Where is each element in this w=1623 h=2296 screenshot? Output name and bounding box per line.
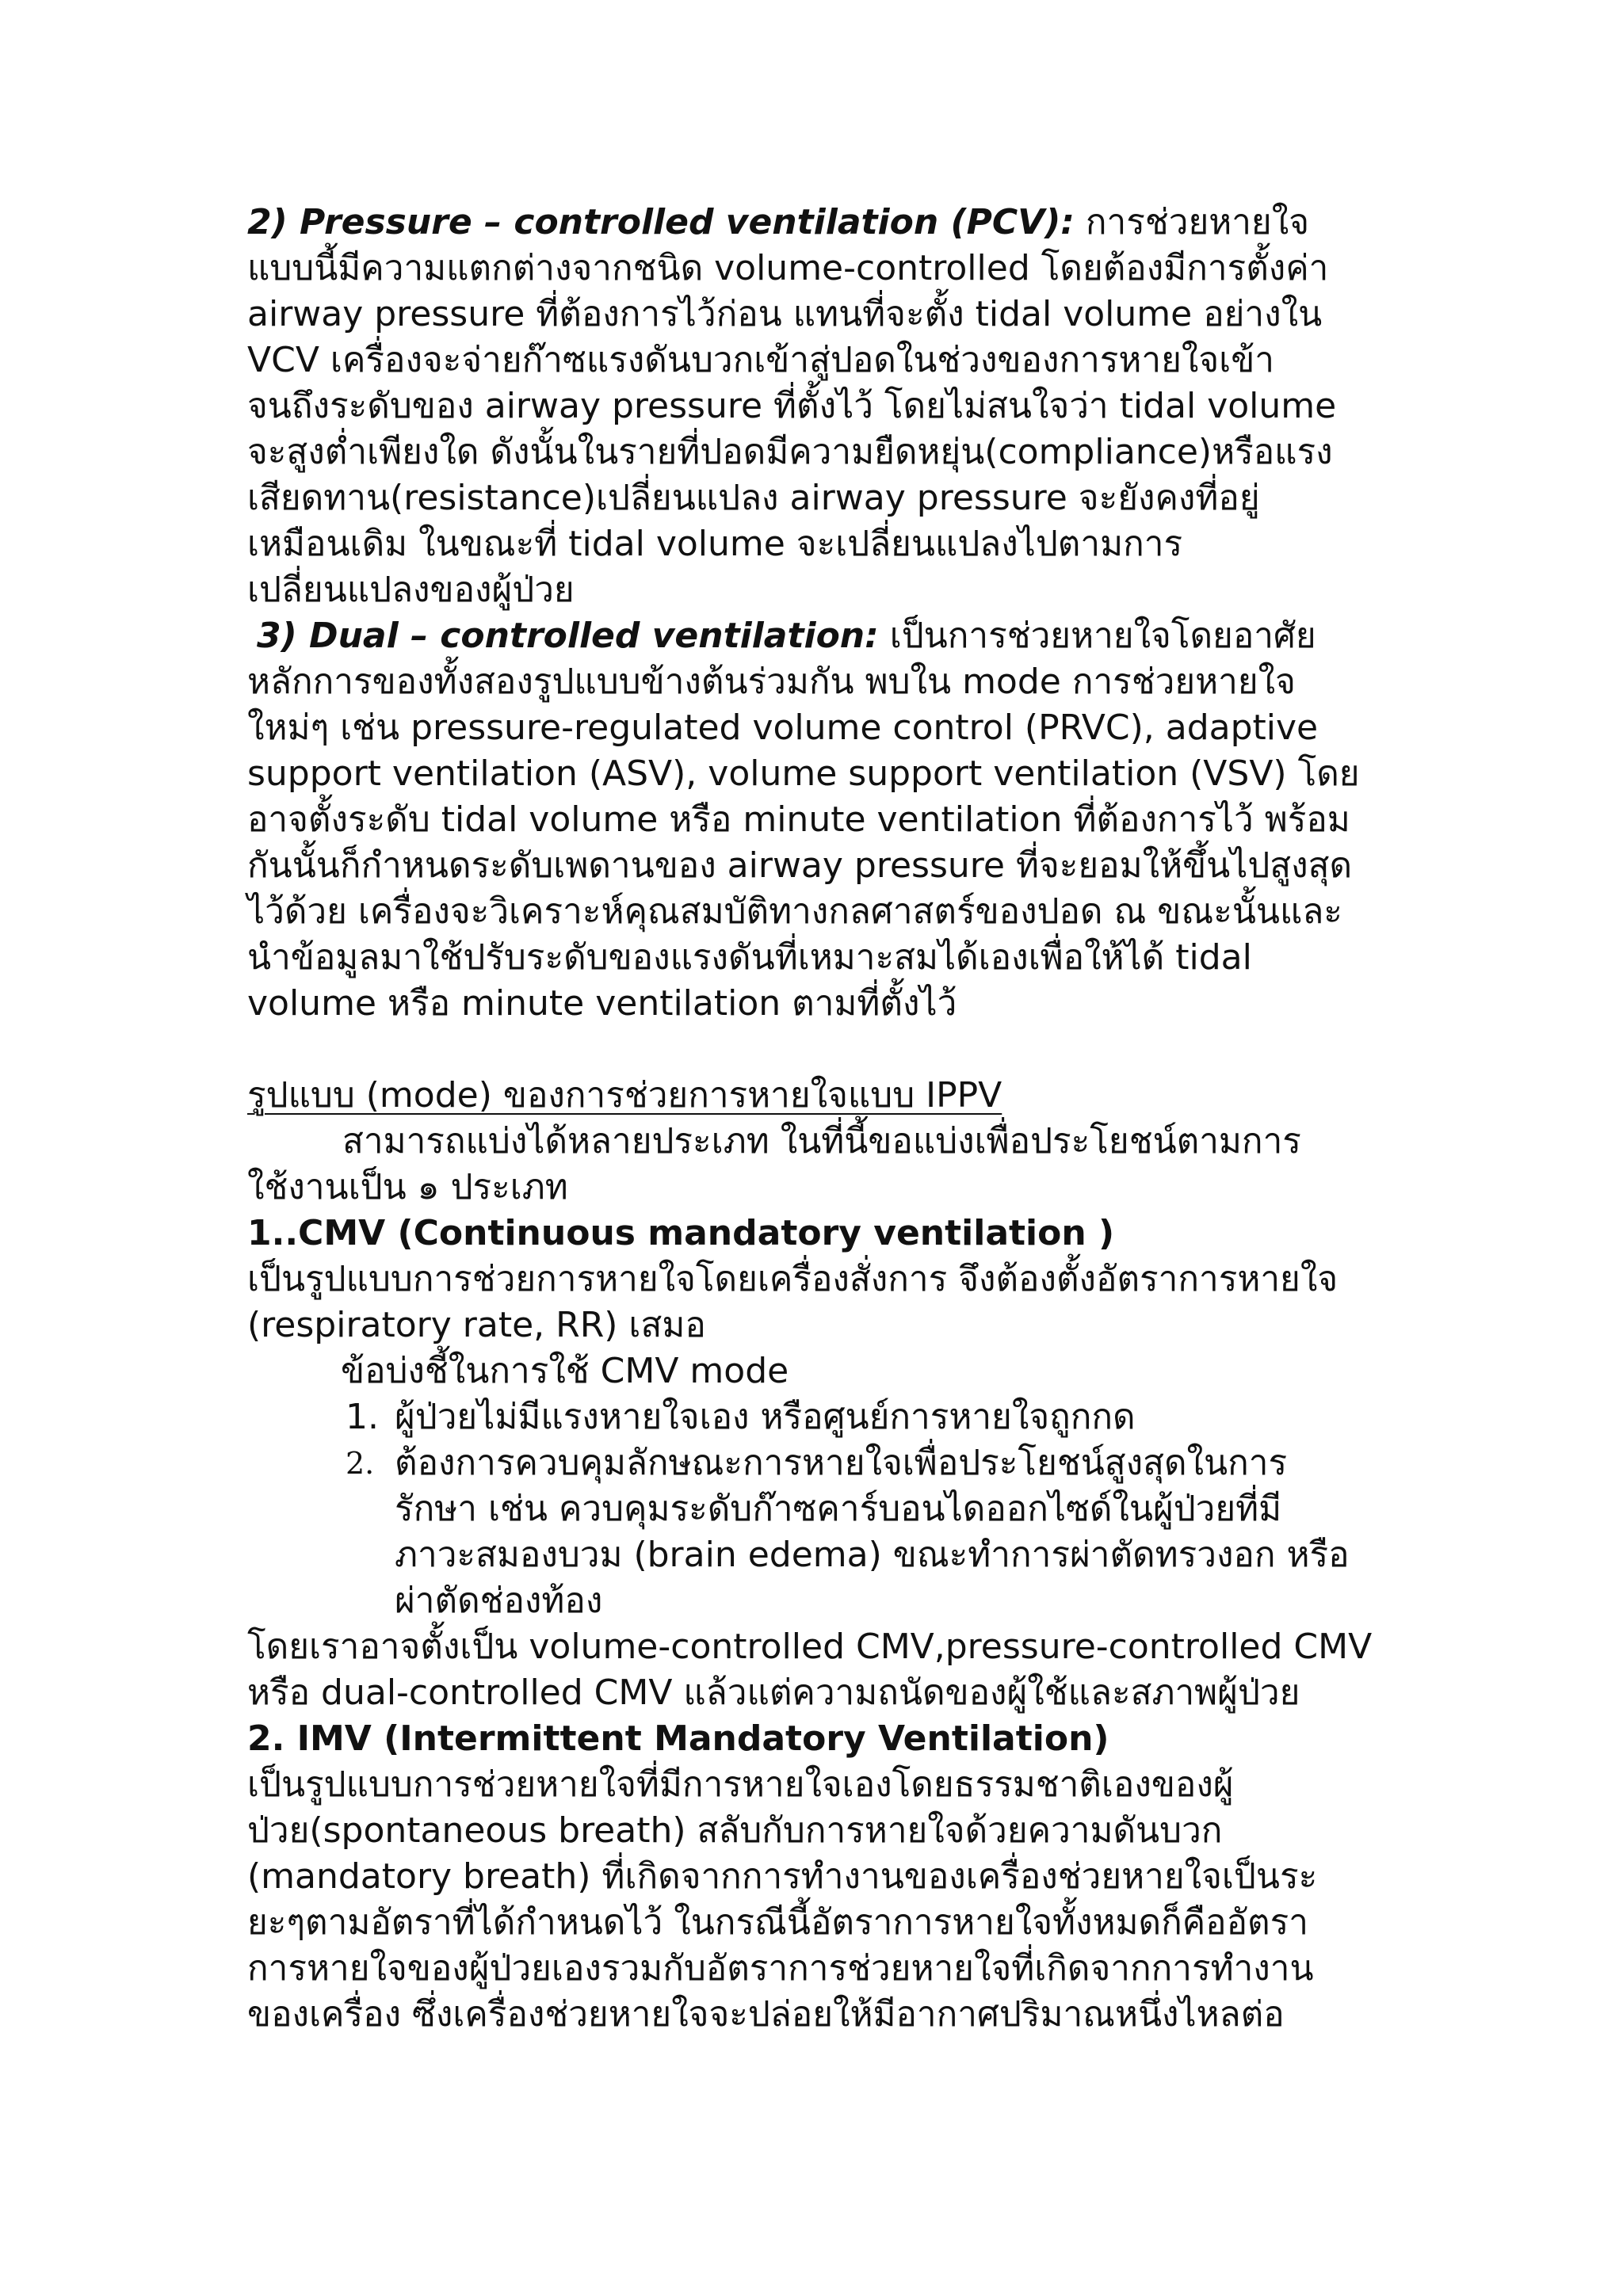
- dual-heading: 3) Dual – controlled ventilation:: [257, 616, 879, 656]
- pcv-heading: 2) Pressure – controlled ventilation (PCV):: [247, 202, 1075, 242]
- pcv-line: airway pressure ที่ต้องการไว้ก่อน แทนที่จะตั้ง tidal volume อย่างใน: [247, 294, 1323, 334]
- pcv-line: เปลี่ยนแปลงของผู้ป่วย: [247, 570, 575, 610]
- dual-line: อาจตั้งระดับ tidal volume หรือ minute ventilation ที่ต้องการไว้ พร้อม: [247, 799, 1350, 840]
- modes-heading: รูปแบบ (mode) ของการช่วยการหายใจแบบ IPPV: [247, 1075, 1002, 1116]
- list-item-text: ผ่าตัดช่องท้อง: [395, 1581, 603, 1621]
- cmv-heading: 1..CMV (Continuous mandatory ventilation ): [247, 1213, 1115, 1253]
- modes-intro-line: ใช้งานเป็น ๑ ประเภท: [247, 1167, 568, 1207]
- dual-line: นำข้อมูลมาใช้ปรับระดับของแรงดันที่เหมาะสมได้เองเพื่อให้ได้ tidal: [247, 937, 1252, 978]
- imv-line: เป็นรูปแบบการช่วยหายใจที่มีการหายใจเองโดยธรรมชาติเองของผู้: [247, 1764, 1234, 1805]
- imv-line: ของเครื่อง ซึ่งเครื่องช่วยหายใจจะปล่อยให้มีอากาศปริมาณหนึ่งไหลต่อ: [247, 1994, 1285, 2035]
- pcv-line: จนถึงระดับของ airway pressure ที่ตั้งไว้ โดยไม่สนใจว่า tidal volume: [247, 386, 1337, 426]
- dual-line: กันนั้นก็กำหนดระดับเพดานของ airway pressure ที่จะยอมให้ขึ้นไปสูงสุด: [247, 845, 1353, 886]
- cmv-line: (respiratory rate, RR) เสมอ: [247, 1305, 706, 1345]
- pcv-line: เสียดทาน(resistance)เปลี่ยนแปลง airway pressure จะยังคงที่อยู่: [247, 478, 1260, 518]
- dual-line: เป็นการช่วยหายใจโดยอาศัย: [878, 616, 1316, 656]
- list-item-text: ต้องการควบคุมลักษณะการหายใจเพื่อประโยชน์สูงสุดในการ: [395, 1443, 1288, 1483]
- pcv-first-line: [247, 200, 1404, 246]
- pcv-line: การช่วยหายใจ: [1074, 202, 1309, 242]
- cmv-line: เป็นรูปแบบการช่วยการหายใจโดยเครื่องสั่งการ จึงต้องตั้งอัตราการหายใจ: [247, 1259, 1338, 1299]
- imv-heading: 2. IMV (Intermittent Mandatory Ventilation): [247, 1718, 1109, 1759]
- cmv-after-line: โดยเราอาจตั้งเป็น volume-controlled CMV,pressure-controlled CMV: [247, 1627, 1373, 1667]
- cmv-list-item: [247, 1440, 1404, 1486]
- modes-heading-line: [247, 1073, 1404, 1119]
- pcv-line: จะสูงต่ำเพียงใด ดังนั้นในรายที่ปอดมีความยืดหยุ่น(compliance)หรือแรง: [247, 432, 1333, 472]
- document-body: [247, 200, 1404, 2038]
- pcv-line: แบบนี้มีความแตกต่างจากชนิด volume-controlled โดยต้องมีการตั้งค่า: [247, 248, 1329, 288]
- imv-line: ยะๆตามอัตราที่ได้กำหนดไว้ ในกรณีนี้อัตราการหายใจทั้งหมดก็คืออัตรา: [247, 1902, 1308, 1943]
- pcv-line: VCV เครื่องจะจ่ายก๊าซแรงดันบวกเข้าสู่ปอดในช่วงของการหายใจเข้า: [247, 340, 1275, 380]
- pcv-line: เหมือนเดิม ในขณะที่ tidal volume จะเปลี่ยนแปลงไปตามการ: [247, 524, 1183, 564]
- paragraph-gap: [247, 1027, 1404, 1073]
- dual-line: หลักการของทั้งสองรูปแบบข้างต้นร่วมกัน พบใน mode การช่วยหายใจ: [247, 662, 1296, 702]
- list-item-text: ผู้ป่วยไม่มีแรงหายใจเอง หรือศูนย์การหายใจถูกกด: [395, 1397, 1136, 1437]
- dual-first-line: [247, 613, 1404, 659]
- imv-line: ป่วย(spontaneous breath) สลับกับการหายใจด้วยความดันบวก: [247, 1810, 1223, 1851]
- dual-line: ไว้ด้วย เครื่องจะวิเคราะห์คุณสมบัติทางกลศาสตร์ของปอด ณ ขณะนั้นและ: [247, 891, 1342, 932]
- cmv-indication-label: ข้อบ่งชี้ในการใช้ CMV mode: [341, 1351, 789, 1391]
- cmv-list-item: [247, 1394, 1404, 1440]
- dual-line: support ventilation (ASV), volume support ventilation (VSV) โดย: [247, 753, 1360, 794]
- cmv-after-line: หรือ dual-controlled CMV แล้วแต่ความถนัดของผู้ใช้และสภาพผู้ป่วย: [247, 1672, 1300, 1713]
- list-number: 2.: [346, 1446, 375, 1481]
- imv-line: การหายใจของผู้ป่วยเองรวมกับอัตราการช่วยหายใจที่เกิดจากการทำงาน: [247, 1948, 1314, 1989]
- dual-line: ใหม่ๆ เช่น pressure-regulated volume control (PRVC), adaptive: [247, 707, 1319, 748]
- list-item-text: รักษา เช่น ควบคุมระดับก๊าซคาร์บอนไดออกไซด์ในผู้ป่วยที่มี: [395, 1489, 1282, 1529]
- modes-intro-line: สามารถแบ่งได้หลายประเภท ในที่นี้ขอแบ่งเพื่อประโยชน์ตามการ: [342, 1121, 1301, 1161]
- dual-line: volume หรือ minute ventilation ตามที่ตั้งไว้: [247, 983, 957, 1024]
- list-number: 1.: [346, 1397, 379, 1437]
- imv-line: (mandatory breath) ที่เกิดจากการทำงานของเครื่องช่วยหายใจเป็นระ: [247, 1856, 1318, 1897]
- list-item-text: ภาวะสมองบวม (brain edema) ขณะทำการผ่าตัดทรวงอก หรือ: [395, 1535, 1350, 1575]
